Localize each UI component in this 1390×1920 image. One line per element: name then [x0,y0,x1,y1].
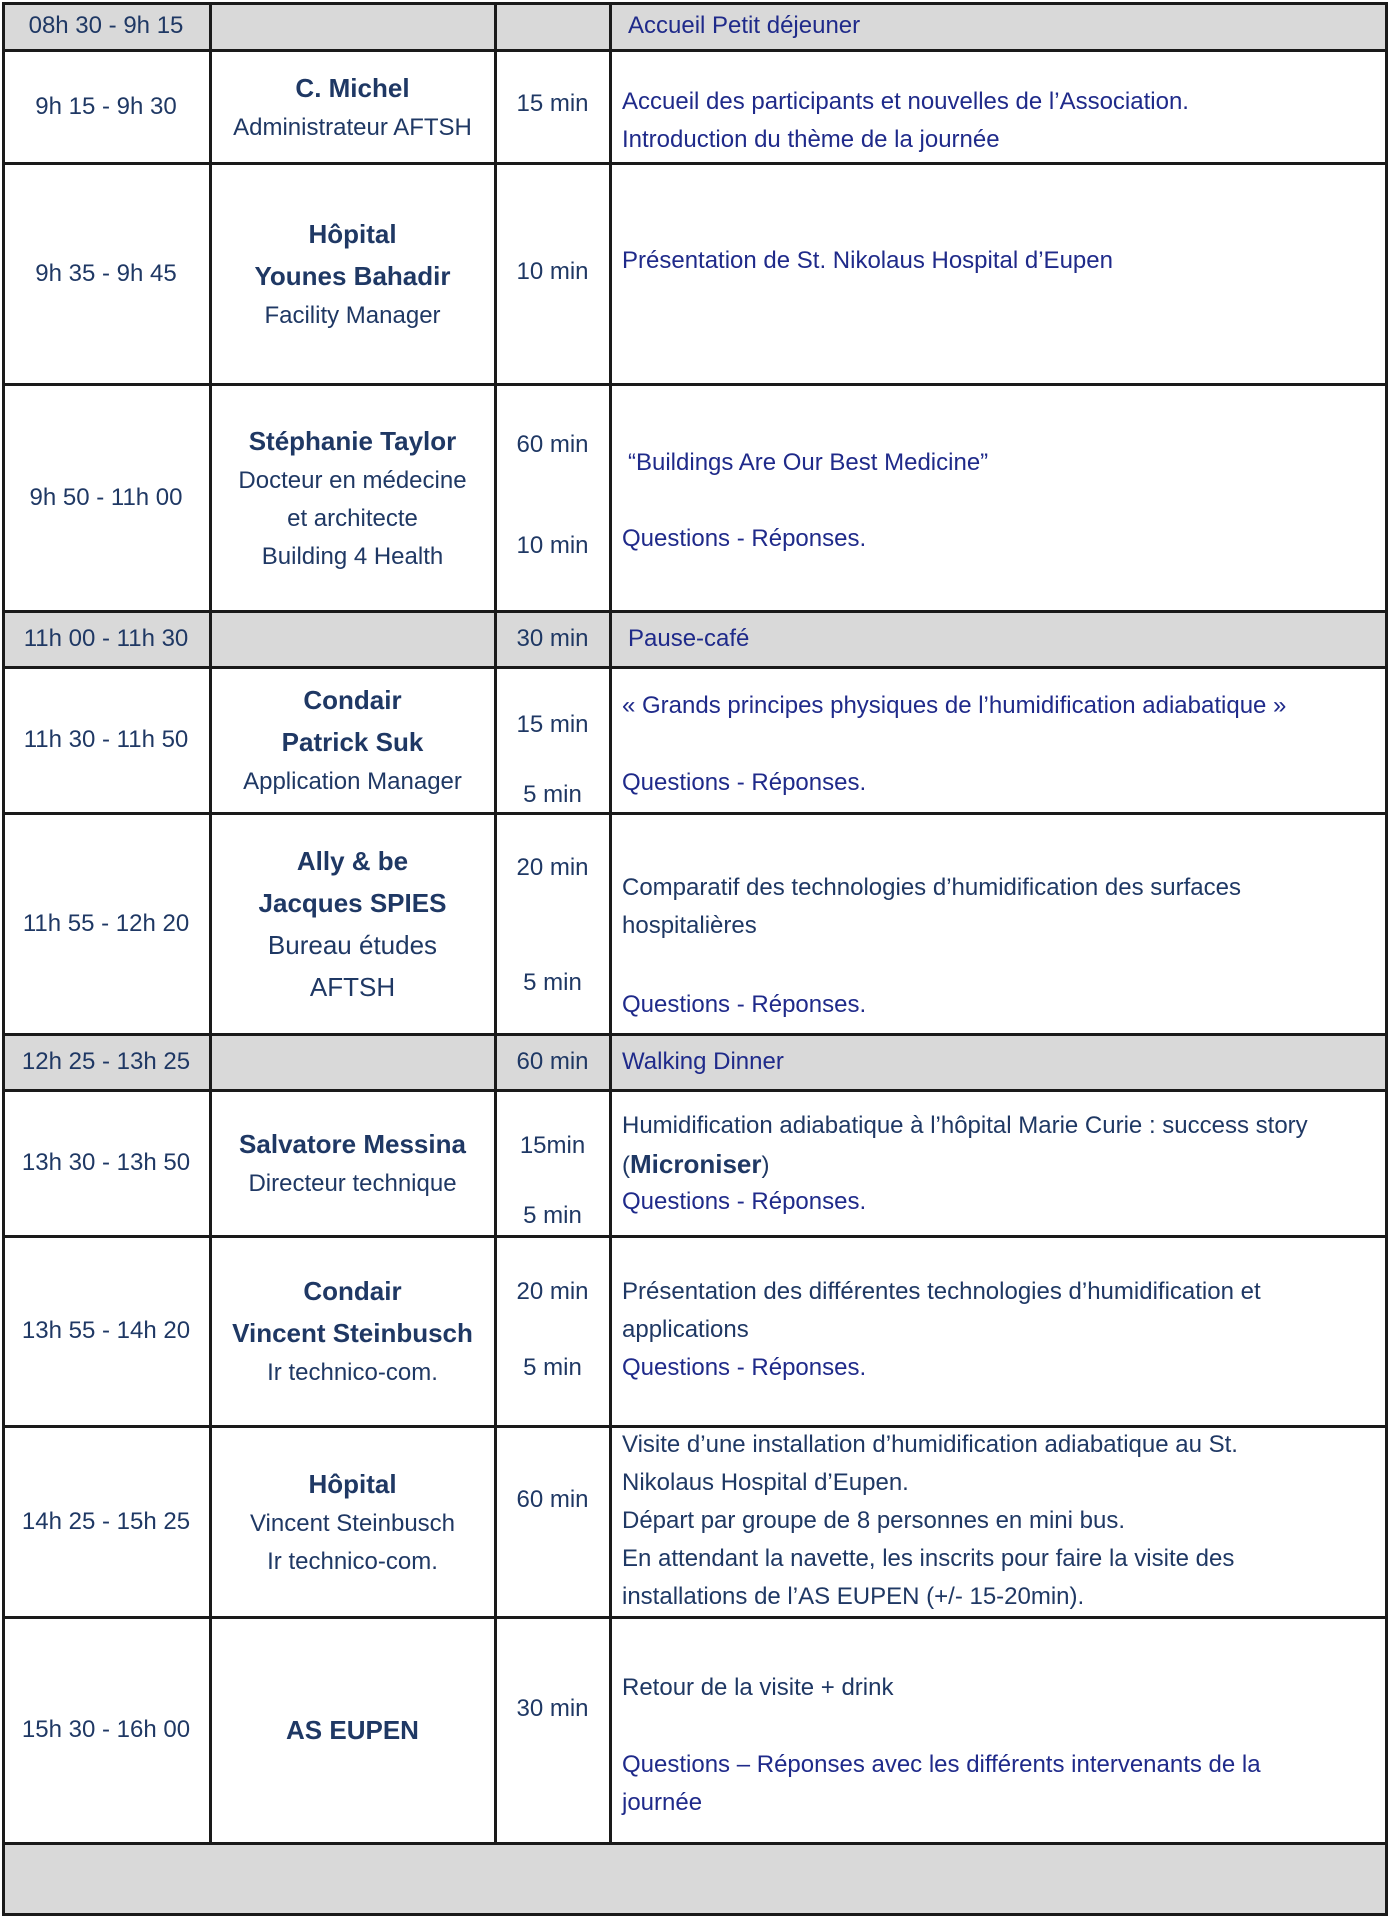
speaker-name: Patrick Suk [281,727,424,757]
duration-cell [495,1426,610,1617]
speaker-role: Administrateur AFTSH [233,113,472,141]
time-cell: 9h 50 - 11h 00 [29,483,183,511]
description-line: Questions - Réponses. [622,769,867,796]
speaker-name: Stéphanie Taylor [248,425,457,456]
speaker-role: Facility Manager [264,301,441,329]
speaker-name: Jacques SPIES [258,887,447,918]
description-line: « Grands principes physiques de l’humidification adiabatique » [622,692,1287,719]
table-border [494,2,497,1844]
table-border [209,2,212,1844]
table-border [2,1913,1388,1916]
description-line: Accueil des participants et nouvelles de l’Association. [622,88,1189,115]
description-line: Retour de la visite + drink [622,1674,894,1701]
description-text: ( [622,1152,630,1179]
description-line: Questions - Réponses. [622,1354,867,1381]
speaker-organization: Ally & be [296,845,409,876]
description-line: En attendant la navette, les inscrits pour faire la visite des [622,1545,1235,1572]
description-line: Pause-café [628,625,750,652]
speaker-cell [210,384,495,611]
duration-value: 20 min [516,854,589,881]
duration-value: 30 min [516,625,589,652]
speaker-role: Ir technico-com. [267,1547,438,1575]
speaker-name: Vincent Steinbusch [232,1318,473,1348]
time-cell: 9h 35 - 9h 45 [35,259,177,287]
time-cell: 14h 25 - 15h 25 [21,1507,191,1535]
time-cell: 13h 55 - 14h 20 [21,1317,191,1344]
speaker-name: Vincent Steinbusch [249,1509,456,1537]
description-line: applications [622,1316,749,1343]
description-line: Introduction du thème de la journée [622,126,1000,153]
duration-value: 15 min [516,90,589,117]
speaker-name: C. Michel [295,72,410,103]
description-line: Questions - Réponses. [622,991,867,1018]
speaker-name: Salvatore Messina [239,1129,466,1159]
speaker-company: Building 4 Health [261,542,444,570]
description-text: ) [761,1152,770,1179]
description-line: Départ par groupe de 8 personnes en mini bus. [622,1507,1125,1534]
description-cell [610,2,1388,50]
table-border [1385,2,1388,1916]
description-cell [610,1617,1388,1843]
description-line: Humidification adiabatique à l’hôpital Marie Curie : success story [622,1112,1308,1139]
speaker-cell [210,1236,495,1426]
speaker-organization: Hôpital [308,218,397,249]
description-line: Accueil Petit déjeuner [628,12,861,39]
agenda-table [2,2,1388,1916]
speaker-role: Ir technico-com. [267,1359,438,1386]
time-cell: 08h 30 - 9h 15 [28,12,184,39]
description-cell [610,611,1388,667]
speaker-role: Docteur en médecine [238,466,467,494]
speaker-cell [210,667,495,813]
description-line: Présentation des différentes technologies d’humidification et [622,1278,1261,1305]
description-cell [610,1034,1388,1090]
time-cell: 9h 15 - 9h 30 [35,92,177,120]
description-line: journée [622,1789,703,1816]
speaker-company: AFTSH [309,971,396,1002]
description-line: Questions – Réponses avec les différents intervenants de la [622,1751,1261,1778]
description-cell [610,50,1388,163]
duration-value: 10 min [516,258,589,285]
description-line: Walking Dinner [622,1048,784,1075]
speaker-organization: Condair [303,685,402,715]
speaker-cell [210,50,495,163]
description-line: Présentation de St. Nikolaus Hospital d’Eupen [622,247,1113,274]
description-line: Nikolaus Hospital d’Eupen. [622,1469,909,1496]
description-cell [610,1090,1388,1236]
duration-value: 15 min [516,711,589,738]
description-line: Visite d’une installation d’humidification adiabatique au St. [622,1431,1238,1458]
duration-value: 15min [519,1132,586,1159]
duration-cell [495,813,610,1034]
speaker-cell [210,163,495,384]
table-border [609,2,612,1844]
description-line: Questions - Réponses. [622,1188,867,1215]
duration-cell [495,1617,610,1843]
duration-cell [495,163,610,384]
duration-cell [495,50,610,163]
duration-cell [495,1034,610,1090]
description-cell [610,384,1388,611]
speaker-cell [210,813,495,1034]
duration-cell [495,384,610,611]
time-cell: 15h 30 - 16h 00 [21,1716,191,1743]
duration-value: 20 min [516,1278,589,1305]
speaker-name: Younes Bahadir [254,260,451,291]
description-cell [610,163,1388,384]
speaker-organization: AS EUPEN [286,1715,419,1745]
time-cell: 11h 30 - 11h 50 [23,726,189,753]
duration-value: 60 min [516,1048,589,1075]
duration-value: 5 min [523,969,582,996]
speaker-cell [210,1617,495,1843]
speaker-role: Bureau études [267,929,438,960]
description-cell [610,813,1388,1034]
duration-cell [495,611,610,667]
speaker-role: Directeur technique [248,1170,457,1197]
time-cell: 11h 55 - 12h 20 [22,909,190,937]
speaker-organization: Hôpital [308,1468,397,1499]
table-border [2,2,5,1916]
table-footer-row [2,1843,1388,1916]
description-cell [610,1236,1388,1426]
description-line: Questions - Réponses. [622,525,867,552]
description-line: installations de l’AS EUPEN (+/- 15-20min). [622,1583,1085,1610]
duration-value: 30 min [516,1695,589,1722]
duration-cell [495,1236,610,1426]
product-name: Microniser [630,1149,762,1179]
speaker-organization: Condair [303,1276,402,1306]
speaker-cell [210,1426,495,1617]
duration-value: 5 min [523,1354,582,1381]
time-cell: 11h 00 - 11h 30 [23,625,189,652]
time-cell: 12h 25 - 13h 25 [21,1048,191,1075]
description-line: Comparatif des technologies d’humidification des surfaces [622,874,1241,901]
duration-value: 10 min [516,532,589,559]
description-line: hospitalières [622,912,757,939]
duration-value: 60 min [516,431,589,458]
speaker-cell [210,1090,495,1236]
duration-value: 60 min [516,1486,589,1513]
speaker-role: Application Manager [243,768,462,795]
duration-value: 5 min [523,1202,582,1229]
duration-cell [495,1090,610,1236]
speaker-role: et architecte [287,504,418,532]
time-cell: 13h 30 - 13h 50 [21,1149,191,1176]
description-cell [610,667,1388,813]
description-line: “Buildings Are Our Best Medicine” [628,449,989,476]
duration-cell [495,667,610,813]
description-cell [610,1426,1388,1617]
duration-value: 5 min [523,781,582,808]
